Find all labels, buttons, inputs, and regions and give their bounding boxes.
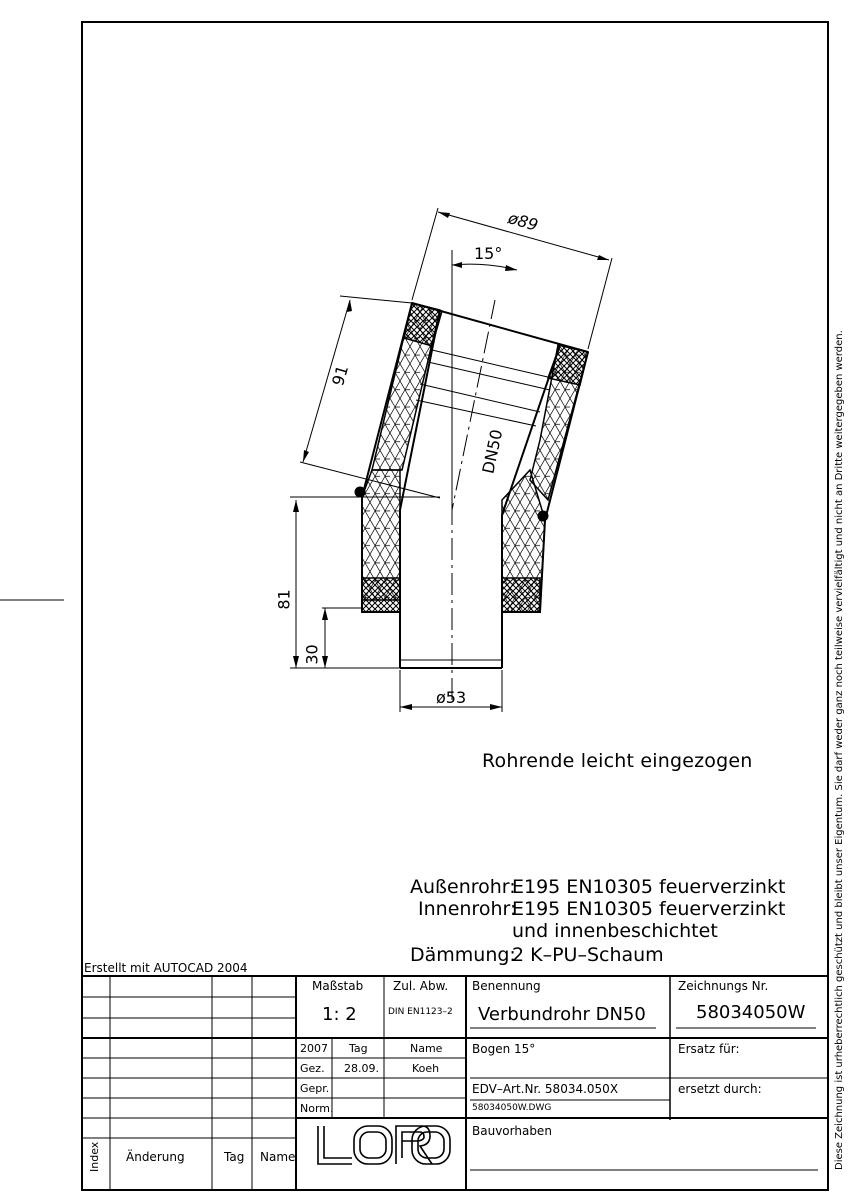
- dim-outer-diameter: ø89: [505, 208, 541, 235]
- rev-header-index: Index: [88, 1141, 101, 1172]
- spec-value-1: E195 EN10305 feuerverzinkt: [512, 898, 786, 920]
- project-label: Bauvorhaben: [472, 1124, 552, 1138]
- dimension-arrows: [293, 212, 609, 710]
- spec-label-0: Außenrohr:: [410, 876, 516, 898]
- tolerance-value: DIN EN1123–2: [388, 1007, 453, 1017]
- replaced-by-label: ersetzt durch:: [678, 1082, 762, 1096]
- spec-value-0: E195 EN10305 feuerverzinkt: [512, 876, 786, 898]
- drawn-name: Koeh: [412, 1062, 440, 1075]
- tolerance-label: Zul. Abw.: [393, 979, 449, 993]
- year: 2007: [300, 1042, 328, 1055]
- dim-length-upper: 91: [328, 363, 353, 388]
- copyright-notice: Diese Zeichnung ist urheberrechtlich geschützt und bleibt unser Eigentum. Sie darf weder ganz noch teilweise vervielfältigt und nicht an Dritte weitergegeben werden.: [834, 330, 845, 1170]
- dwg-file: 58034050W.DWG: [472, 1103, 552, 1113]
- end-cap-bottom-left: [362, 578, 400, 612]
- designation-label: Benennung: [472, 979, 541, 993]
- norm-label: Norm.: [300, 1102, 334, 1115]
- replacement-label: Ersatz für:: [678, 1042, 740, 1056]
- drawn-date: 28.09.: [344, 1062, 379, 1075]
- rev-header-day: Tag: [224, 1150, 245, 1164]
- checked-label: Gepr.: [300, 1082, 330, 1095]
- spec-label-3: Dämmung:: [410, 944, 516, 966]
- end-cap-bottom-right: [502, 578, 540, 612]
- dim-length-total: 81: [274, 589, 294, 610]
- subtitle: Bogen 15°: [472, 1042, 536, 1056]
- spec-label-1: Innenrohr:: [418, 898, 517, 920]
- scale-value: 1: 2: [322, 1004, 357, 1025]
- rev-header-name: Name: [260, 1150, 296, 1164]
- dim-length-socket: 30: [302, 644, 322, 665]
- loro-logo: [318, 1126, 450, 1164]
- spec-value-3: 2 K–PU–Schaum: [512, 944, 664, 966]
- edv-number: EDV–Art.Nr. 58034.050X: [472, 1082, 619, 1096]
- drawing-no-value: 58034050W: [696, 1002, 806, 1023]
- note-pipe-end: Rohrende leicht eingezogen: [482, 750, 753, 772]
- rev-header-change: Änderung: [126, 1150, 185, 1164]
- drawing-no-label: Zeichnungs Nr.: [678, 979, 769, 993]
- dimensions: [290, 208, 612, 712]
- drawn-label: Gez.: [300, 1062, 325, 1075]
- dim-angle: 15°: [474, 244, 503, 263]
- designation-value: Verbundrohr DN50: [478, 1004, 646, 1025]
- day-label: Tag: [349, 1042, 368, 1055]
- created-with: Erstellt mit AUTOCAD 2004: [84, 961, 248, 975]
- dim-inner-diameter: ø53: [436, 688, 467, 707]
- name-label: Name: [410, 1042, 443, 1055]
- dim-nominal: DN50: [478, 427, 507, 476]
- scale-label: Maßstab: [312, 979, 364, 993]
- pipe-bend: [355, 300, 588, 700]
- spec-value-2: und innenbeschichtet: [512, 920, 718, 942]
